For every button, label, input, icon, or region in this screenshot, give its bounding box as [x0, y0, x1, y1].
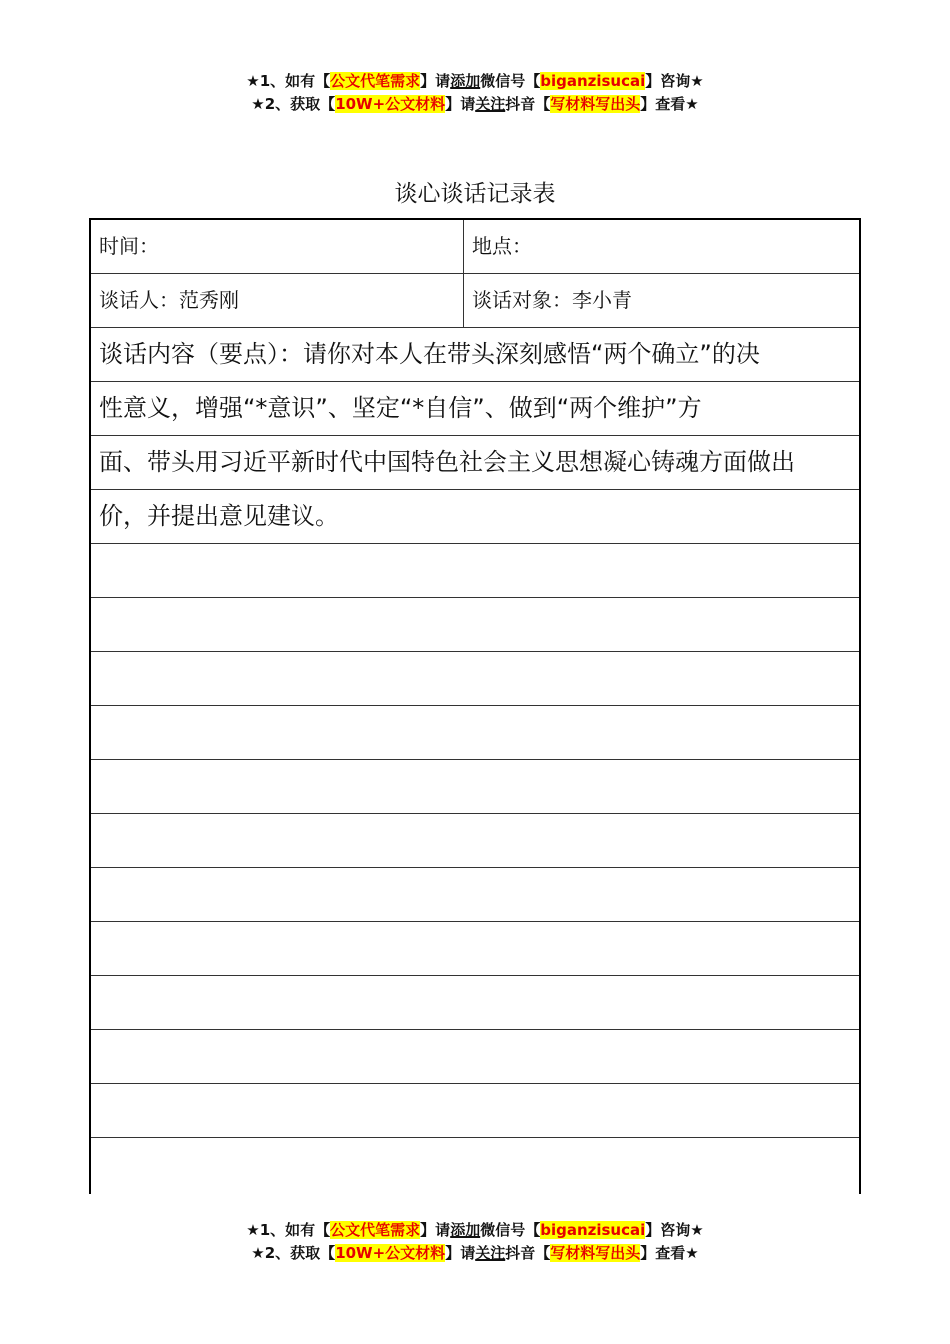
banner-underline: 关注	[475, 1244, 506, 1262]
banner-highlight: 公文代笔需求	[330, 1221, 421, 1239]
banner-highlight: 写材料写出头	[550, 1244, 641, 1262]
blank-line	[91, 868, 859, 922]
blank-line	[91, 544, 859, 598]
blank-line	[91, 1030, 859, 1084]
content-text: 性意义，增强“*意识”、坚定“*自信”、做到“两个维护”方	[99, 394, 702, 422]
banner-text: 】查看★	[640, 95, 699, 113]
content-text: 价，并提出意见建议。	[99, 502, 339, 530]
banner-highlight: 公文代笔需求	[330, 72, 421, 90]
banner-text: 】请	[445, 95, 476, 113]
page-title: 谈心谈话记录表	[394, 181, 556, 207]
blank-line	[91, 814, 859, 868]
banner-text: 微信号【	[480, 1221, 541, 1239]
banner-highlight: biganzisucai	[540, 72, 646, 90]
footer-banner	[0, 1219, 950, 1265]
banner-text: 】查看★	[640, 1244, 699, 1262]
content-line	[91, 436, 859, 490]
banner-text: 】咨询★	[645, 72, 704, 90]
content-text: 面、带头用习近平新时代中国特色社会主义思想凝心铸魂方面做出	[99, 448, 795, 476]
form-row-people	[91, 274, 859, 328]
blank-line	[91, 1084, 859, 1138]
banner-text: ★2、获取【	[251, 1244, 336, 1262]
banner-text: ★1、如有【	[246, 1221, 331, 1239]
blank-line	[91, 976, 859, 1030]
banner-text: 抖音【	[505, 95, 551, 113]
banner-underline: 关注	[475, 95, 506, 113]
content-text: 谈话内容（要点）：请你对本人在带头深刻感悟“两个确立”的决	[99, 340, 760, 368]
banner-text: 】请	[420, 72, 451, 90]
talker-field: 谈话人：范秀刚	[91, 274, 464, 327]
header-banner	[0, 70, 950, 116]
banner-underline: 添加	[450, 72, 481, 90]
form-row-time-place	[91, 220, 859, 274]
banner-text: 】请	[445, 1244, 476, 1262]
time-field: 时间：	[91, 220, 464, 273]
blank-line	[91, 598, 859, 652]
banner-highlight: 10W+公文材料	[335, 1244, 446, 1262]
blank-line	[91, 1138, 859, 1194]
place-field: 地点：	[472, 234, 532, 258]
content-line	[91, 490, 859, 544]
banner-highlight: 写材料写出头	[550, 95, 641, 113]
banner-highlight: biganzisucai	[540, 1221, 646, 1239]
target-field: 谈话对象：李小青	[472, 288, 632, 312]
banner-line-1	[0, 70, 950, 93]
banner-text: 微信号【	[480, 72, 541, 90]
banner-text: 】咨询★	[645, 1221, 704, 1239]
blank-line	[91, 922, 859, 976]
banner-text: 】请	[420, 1221, 451, 1239]
record-form	[89, 218, 861, 1194]
banner-text: 抖音【	[505, 1244, 551, 1262]
blank-line	[91, 760, 859, 814]
blank-line	[91, 706, 859, 760]
content-line	[91, 382, 859, 436]
banner-line-2	[0, 93, 950, 116]
banner-text: ★2、获取【	[251, 95, 336, 113]
blank-line	[91, 652, 859, 706]
banner-text: ★1、如有【	[246, 72, 331, 90]
banner-highlight: 10W+公文材料	[335, 95, 446, 113]
banner-line-1	[0, 1219, 950, 1242]
banner-line-2	[0, 1242, 950, 1265]
content-line	[91, 328, 859, 382]
banner-underline: 添加	[450, 1221, 481, 1239]
